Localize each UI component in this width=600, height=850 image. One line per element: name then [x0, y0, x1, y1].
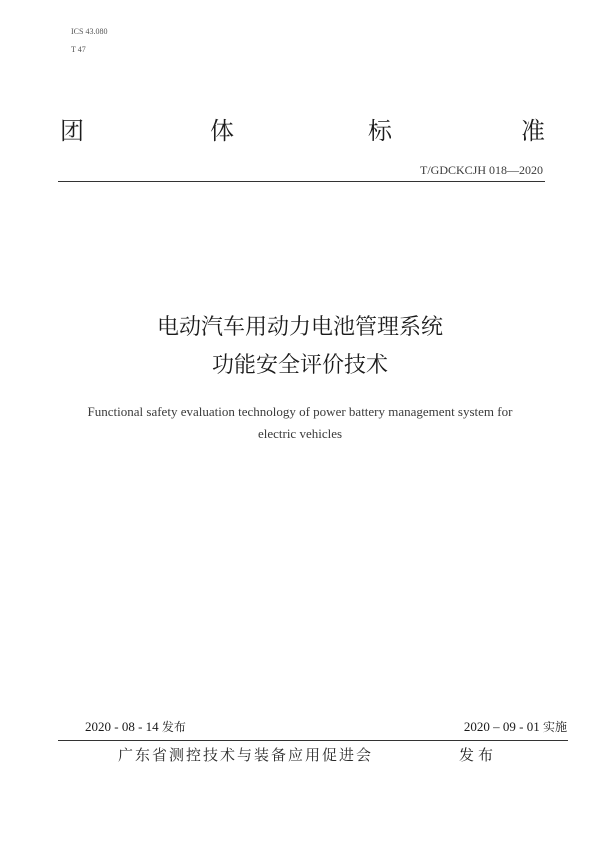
title-en-line-2: electric vehicles — [257, 426, 343, 441]
publish-label: 发布 — [161, 720, 186, 734]
implement-label: 实施 — [542, 720, 567, 734]
title-cn-line-1: 电动汽车用动力电池管理系统 — [156, 315, 443, 340]
heading-char-4: 准 — [521, 117, 545, 145]
standard-number: T/GDCKCJH 018—2020 — [419, 163, 543, 177]
title-cn-line-2: 功能安全评价技术 — [211, 353, 388, 378]
ics-code: ICS 43.080 — [71, 27, 108, 36]
issuer-publish-label: 发布 — [459, 746, 498, 764]
header-divider — [58, 181, 545, 182]
title-en-line-1: Functional safety evaluation technology of power battery management system for — [87, 404, 513, 419]
publish-date-value: 2020 - 08 - 14 — [85, 719, 159, 734]
implement-date — [464, 718, 567, 736]
footer-divider — [58, 740, 568, 741]
issuer-name: 广东省测控技术与装备应用促进会 — [118, 746, 374, 764]
publish-date — [85, 718, 186, 736]
implement-date-value: 2020 – 09 - 01 — [463, 719, 540, 734]
heading-char-2: 体 — [210, 117, 234, 145]
document-type-heading — [60, 116, 545, 150]
heading-char-1: 团 — [60, 117, 84, 145]
category-code: T 47 — [71, 45, 86, 54]
heading-char-3: 标 — [368, 117, 392, 145]
